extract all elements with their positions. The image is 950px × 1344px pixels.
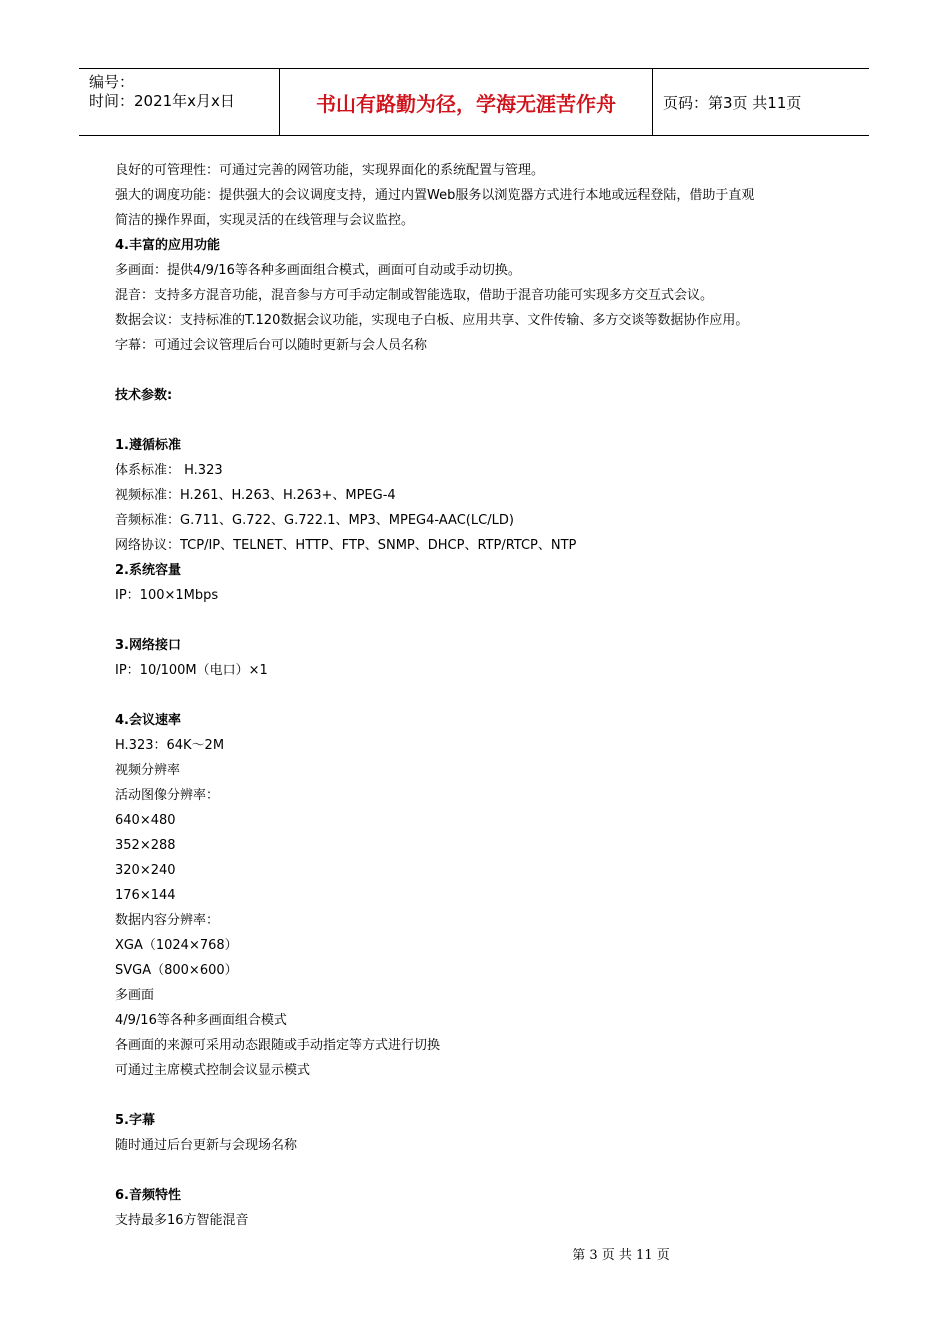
blank-line xyxy=(115,1158,855,1183)
body-text-line: 176×144 xyxy=(115,888,176,903)
page-header xyxy=(79,68,869,136)
body-text-line: 各画面的来源可采用动态跟随或手动指定等方式进行切换 xyxy=(115,1038,441,1053)
body-text-line: 640×480 xyxy=(115,813,176,828)
section-heading: 4.会议速率 xyxy=(115,713,181,728)
body-text-line: 随时通过后台更新与会现场名称 xyxy=(115,1138,298,1153)
blank-line xyxy=(115,683,855,708)
body-text-line: 视频标准：H.261、H.263、H.263+、MPEG-4 xyxy=(115,488,396,503)
body-text-line: 网络协议：TCP/IP、TELNET、HTTP、FTP、SNMP、DHCP、RTP/RTCP、NTP xyxy=(115,538,577,553)
body-text-line: 支持最多16方智能混音 xyxy=(115,1213,249,1228)
body-text-line: 多画面 xyxy=(115,988,155,1003)
blank-line xyxy=(115,1083,855,1108)
page-footer xyxy=(0,1246,950,1266)
body-text-line: 数据内容分辨率： xyxy=(115,913,220,928)
body-text-line: H.323：64K～2M xyxy=(115,738,225,753)
header-page-info: 页码：第3页 共11页 xyxy=(663,94,802,112)
body-text-line: 音频标准：G.711、G.722、G.722.1、MP3、MPEG4-AAC(LC/LD) xyxy=(115,513,514,528)
section-heading: 6.音频特性 xyxy=(115,1188,181,1203)
body-text-line: SVGA（800×600） xyxy=(115,963,238,978)
body-text-line: 320×240 xyxy=(115,863,176,878)
body-text-line: 数据会议：支持标准的T.120数据会议功能，实现电子白板、应用共享、文件传输、多方交谈等数据协作应用。 xyxy=(115,313,749,328)
header-motto-cell xyxy=(280,69,653,135)
body-text-line: IP：10/100M（电口）×1 xyxy=(115,663,268,678)
body-text-line: 体系标准： H.323 xyxy=(115,463,223,478)
body-text-line: 可通过主席模式控制会议显示模式 xyxy=(115,1063,311,1078)
body-text-line: XGA（1024×768） xyxy=(115,938,238,953)
body-text-line: IP：100×1Mbps xyxy=(115,588,219,603)
body-text-line: 简洁的操作界面，实现灵活的在线管理与会议监控。 xyxy=(115,213,415,228)
document-time-label: 时间：2021年x月x日 xyxy=(89,92,235,110)
section-heading: 1.遵循标准 xyxy=(115,438,181,453)
header-meta-cell xyxy=(79,69,280,135)
blank-line xyxy=(115,608,855,633)
blank-line xyxy=(115,408,855,433)
body-text-line: 混音：支持多方混音功能，混音参与方可手动定制或智能选取，借助于混音功能可实现多方交互式会议。 xyxy=(115,288,714,303)
body-text-line: 352×288 xyxy=(115,838,176,853)
body-text-line: 视频分辨率 xyxy=(115,763,181,778)
document-number-label: 编号： xyxy=(89,73,135,91)
footer-page-number: 第 3 页 共 11 页 xyxy=(572,1248,670,1263)
section-heading: 5.字幕 xyxy=(115,1113,155,1128)
body-text-line: 4/9/16等各种多画面组合模式 xyxy=(115,1013,287,1028)
body-text-line: 多画面：提供4/9/16等各种多画面组合模式，画面可自动或手动切换。 xyxy=(115,263,521,278)
body-text-line: 良好的可管理性：可通过完善的网管功能，实现界面化的系统配置与管理。 xyxy=(115,163,545,178)
document-body xyxy=(115,158,855,1233)
body-text-line: 强大的调度功能：提供强大的会议调度支持，通过内置Web服务以浏览器方式进行本地或远程登陆，借助于直观 xyxy=(115,188,755,203)
body-text-line: 活动图像分辨率： xyxy=(115,788,220,803)
header-motto: 书山有路勤为径，学海无涯苦作舟 xyxy=(316,92,616,116)
body-text-line: 字幕：可通过会议管理后台可以随时更新与会人员名称 xyxy=(115,338,428,353)
section-heading: 2.系统容量 xyxy=(115,563,181,578)
section-heading: 技术参数: xyxy=(115,388,173,403)
section-heading: 4.丰富的应用功能 xyxy=(115,238,220,253)
blank-line xyxy=(115,358,855,383)
section-heading: 3.网络接口 xyxy=(115,638,181,653)
header-page-cell xyxy=(653,69,869,135)
